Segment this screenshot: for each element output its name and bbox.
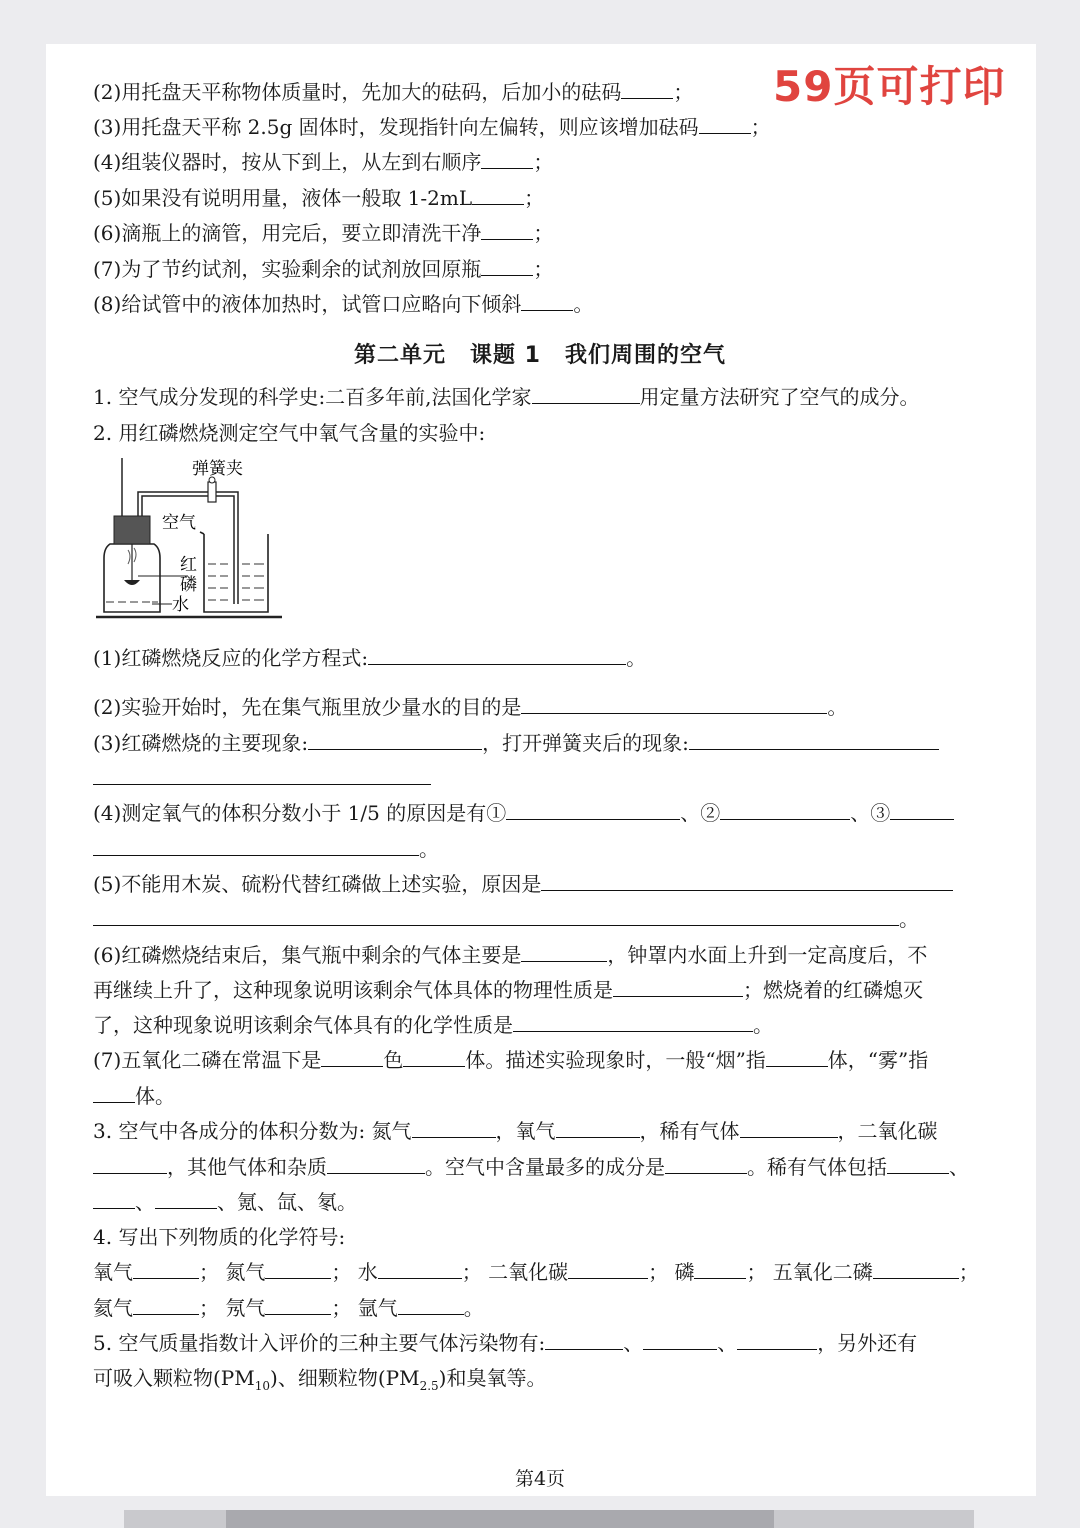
top-item-2: (2)用托盘天平称物体质量时，先加大的砝码，后加小的砝码 ； bbox=[93, 80, 694, 104]
question-3: 3. 空气中各成分的体积分数为: 氮气 ，氧气 ，稀有气体 ，二氧化碳 bbox=[93, 1119, 938, 1143]
unit-label: 第二单元 bbox=[354, 343, 447, 368]
q2-part-6-line3: 了，这种现象说明该剩余气体具有的化学性质是 。 bbox=[93, 1013, 773, 1037]
question-3-line2: ，其他气体和杂质 。空气中含量最多的成分是 。稀有气体包括 、 bbox=[93, 1154, 969, 1180]
top-item-8: (8)给试管中的液体加热时，试管口应略向下倾斜 。 bbox=[93, 292, 594, 316]
experiment-apparatus-diagram bbox=[92, 452, 292, 622]
q2-part-6-line2: 再继续上升了，这种现象说明该剩余气体具体的物理性质是 ；燃烧着的红磷熄灭 bbox=[93, 978, 923, 1002]
q2-part-2: (2)实验开始时，先在集气瓶里放少量水的目的是 。 bbox=[93, 695, 848, 719]
q2-part-5: (5)不能用木炭、硫粉代替红磷做上述实验，原因是 bbox=[93, 871, 953, 897]
question-1: 1. 空气成分发现的科学史:二百多年前,法国化学家 用定量方法研究了空气的成分。 bbox=[93, 385, 920, 409]
q2-part-1: (1)红磷燃烧反应的化学方程式: 。 bbox=[93, 646, 647, 670]
horizontal-scrollbar-thumb[interactable] bbox=[226, 1510, 774, 1528]
top-item-4: (4)组装仪器时，按从下到上，从左到右顺序 ； bbox=[93, 150, 554, 174]
label-water: 水 bbox=[172, 595, 189, 615]
q2-part-4: (4)测定氧气的体积分数小于 1/5 的原因是有① 、② 、③ bbox=[93, 800, 954, 826]
page-number: 第4页 bbox=[514, 1468, 566, 1490]
q2-part-3: (3)红磷燃烧的主要现象: ，打开弹簧夹后的现象: bbox=[93, 730, 939, 756]
top-item-7: (7)为了节约试剂，实验剩余的试剂放回原瓶 ； bbox=[93, 257, 554, 281]
printable-pages-stamp: 59页可打印 bbox=[773, 62, 1006, 111]
section-title bbox=[0, 338, 1080, 369]
question-2-intro: 2. 用红磷燃烧测定空气中氧气含量的实验中: bbox=[93, 421, 486, 445]
top-item-3: (3)用托盘天平称 2.5g 固体时，发现指针向左偏转，则应该增加砝码 ； bbox=[93, 115, 771, 139]
top-item-5: (5)如果没有说明用量，液体一般取 1-2mL ； bbox=[93, 186, 545, 210]
label-red: 红 bbox=[180, 555, 197, 575]
q2-part-6: (6)红磷燃烧结束后，集气瓶中剩余的气体主要是 ，钟罩内水面上升到一定高度后，不 bbox=[93, 943, 928, 967]
top-item-6: (6)滴瓶上的滴管，用完后，要立即清洗干净 ； bbox=[93, 221, 554, 245]
q2-part-7: (7)五氧化二磷在常温下是 色 体。描述实验现象时，一般“烟”指 体，“雾”指 bbox=[93, 1048, 929, 1072]
lesson-label: 课题 1 bbox=[470, 343, 541, 368]
question-4-intro: 4. 写出下列物质的化学符号: bbox=[93, 1225, 346, 1249]
q2-part-4-continued: 。 bbox=[93, 836, 439, 862]
question-3-line3: 、 、氪、氙、氡。 bbox=[93, 1189, 357, 1215]
question-4-row1: 氧气 ； 氮气 ； 水 ； 二氧化碳 ； 磷 ； 五氧化二磷 ； bbox=[93, 1260, 979, 1284]
question-4-row2: 氦气 ； 氖气 ； 氩气 。 bbox=[93, 1296, 484, 1320]
q2-part-5-continued: 。 bbox=[93, 906, 919, 932]
question-5: 5. 空气质量指数计入评价的三种主要气体污染物有: 、 、 ，另外还有 bbox=[93, 1331, 918, 1355]
question-5-line2: 可吸入颗粒物$(PM_{10})$、细颗粒物$(PM_{2.5})$和臭氧等。 bbox=[93, 1366, 547, 1393]
q2-part-3-continued bbox=[93, 765, 431, 791]
label-spring-clip: 弹簧夹 bbox=[192, 459, 243, 479]
q2-part-7-continued: 体。 bbox=[93, 1083, 175, 1109]
label-phosphorus: 磷 bbox=[180, 575, 197, 595]
label-air: 空气 bbox=[162, 513, 196, 533]
topic-label: 我们周围的空气 bbox=[564, 343, 726, 368]
